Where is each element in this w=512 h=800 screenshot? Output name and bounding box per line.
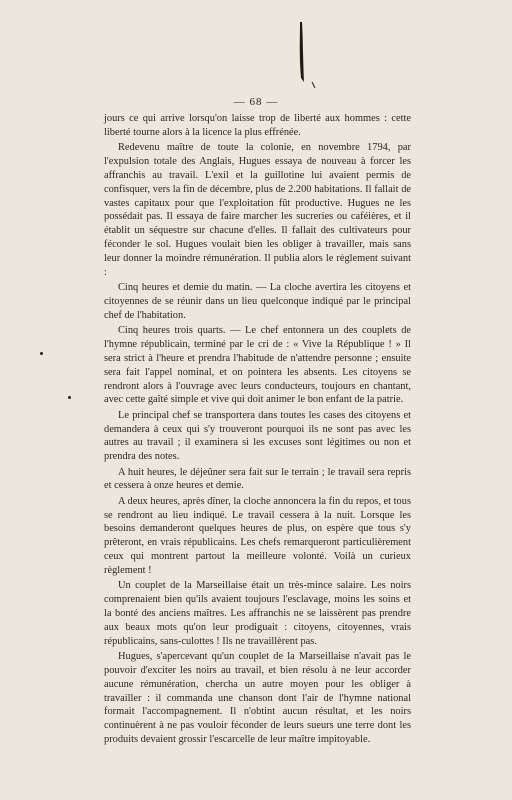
paragraph: Cinq heures et demie du matin. — La cloche avertira les citoyens et citoyennes de se réunir dans un lieu quelconque indiqué par le principal chef de l'habitation.	[104, 282, 411, 321]
paragraph: Hugues, s'apercevant qu'un couplet de la Marseillaise n'avait pas le pouvoir d'exciter les noirs au travail, et bien résolu à ne leur accorder aucune rémunération, chercha un autre moyen pour les obliger à travailler : il commanda une chanson dont l'air de l'hymne national formait l'accompagnement. Il n'obtint aucun résultat, et les noirs continuèrent à ne pas vouloir féconder de leurs sueurs une terre dont les produits devaient grossir l'escarcelle de leur maître impitoyable.	[104, 651, 411, 746]
paragraph: Cinq heures trois quarts. — Le chef entonnera un des couplets de l'hymne républicain, terminé par le cri de : « Vive la République ! » Il sera strict à l'heure et prendra l'habitude de n'attendre personne ; ensuite sera fait l'appel nominal, et on pointera les absents. Les citoyens se rendront alors à l'ouvrage avec leurs conducteurs, toujours en chantant, avec cette gaîté simple et vive qui doit animer le bon enfant de la patrie.	[104, 325, 411, 406]
page-number: — 68 —	[233, 96, 279, 108]
margin-speck	[68, 396, 71, 399]
paragraph: Redevenu maître de toute la colonie, en novembre 1794, par l'expulsion totale des Anglais, Hugues essaya de nouveau à forcer les affranchis au travail. L'exil et la guillotine lui avaient permis de confisquer, vers la fin de décembre, plus de 2.200 habitations. Il fallait de vastes capitaux pour que l'exploitation fût productive. Hugues ne les possédait pas. Il essaya de faire marcher les sucreries ou caféières, et il établit un séquestre sur chacune d'elles. Il fallait des cultivateurs pour féconder le sol. Hugues voulait bien les obliger à travailler, mais sans leur donner la moindre rémunération. Il publia alors le règlement suivant :	[104, 142, 411, 278]
ink-stroke-mark	[296, 20, 320, 90]
paragraph: A huit heures, le déjeûner sera fait sur le terrain ; le travail sera repris et cessera à onze heures et demie.	[104, 466, 411, 492]
margin-speck	[40, 352, 43, 355]
paragraph: A deux heures, après dîner, la cloche annoncera la fin du repos, et tous se rendront au lieu indiqué. Le travail cessera à la nuit. Lorsque les besoins demanderont quelques heures de plus, on espère que tous s'y prêteront, en vrais républicains. Les chefs remarqueront particulièrement ceux qui montrent partout la meilleure volonté. Voilà un curieux règlement !	[104, 495, 411, 576]
paragraph: Le principal chef se transportera dans toutes les cases des citoyens et demandera à ceux qui s'y trouveront pourquoi ils ne sont pas avec les autres au travail ; il examinera si les excuses sont légitimes ou non et prendra des notes.	[104, 409, 411, 463]
paragraph: jours ce qui arrive lorsqu'on laisse trop de liberté aux hommes : cette liberté tourne alors à la licence la plus effrénée.	[104, 113, 411, 138]
paragraph: Un couplet de la Marseillaise était un très-mince salaire. Les noirs comprenaient bien qu'ils avaient toujours l'esclavage, moins les soins et la bonté des anciens maîtres. Les affranchis ne se laissèrent pas prendre aux beaux mots qu'on leur prodiguait : citoyens, citoyennes, vrais républicains, sans-culottes ! Ils ne travaillèrent pas.	[104, 580, 411, 647]
body-text	[104, 112, 411, 748]
